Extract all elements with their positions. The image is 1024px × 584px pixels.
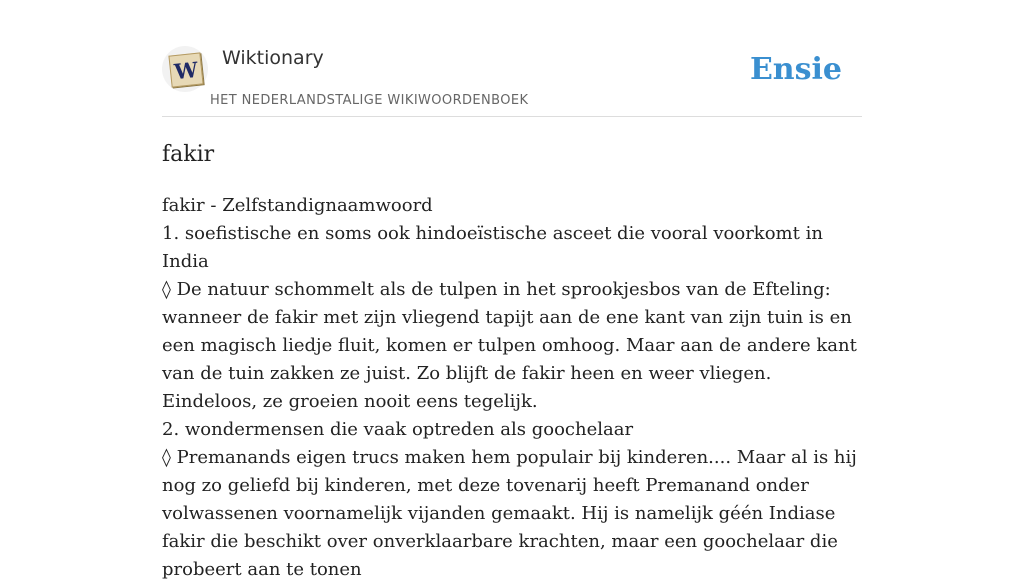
entry-title: fakir bbox=[162, 142, 215, 167]
wiktionary-logo-icon: W bbox=[168, 52, 203, 87]
definition-2: 2. wondermensen die vaak optreden als goochelaar bbox=[162, 419, 634, 440]
example-2: ◊ Premanands eigen trucs maken hem populair bij kinderen.... Maar al is hij nog zo geliefd bij kinderen, met deze tovenarij heeft Premanand onder volwassenen voornamelijk vijanden gemaakt. Hij is namelijk géén Indiase fakir die beschikt over onverklaarbare krachten, maar een goochelaar die probeert aan te tonen bbox=[162, 447, 857, 580]
wiktionary-logo[interactable] bbox=[162, 46, 208, 92]
entry-content bbox=[162, 192, 862, 584]
site-tagline: HET NEDERLANDSTALIGE WIKIWOORDENBOEK bbox=[210, 93, 529, 108]
site-name[interactable]: Wiktionary bbox=[222, 47, 324, 69]
example-1: ◊ De natuur schommelt als de tulpen in het sprookjesbos van de Efteling: wanneer de fakir met zijn vliegend tapijt aan de ene kant van zijn tuin is en een magisch liedje fluit, komen er tulpen omhoog. Maar aan de andere kant van de tuin zakken ze juist. Zo blijft de fakir heen en weer vliegen. Eindeloos, ze groeien nooit eens tegelijk. bbox=[162, 279, 857, 412]
ensie-brand-logo[interactable]: Ensie bbox=[749, 52, 842, 87]
definition-1: 1. soefistische en soms ook hindoeïstische asceet die vooral voorkomt in India bbox=[162, 223, 823, 272]
page-container bbox=[162, 0, 862, 580]
header bbox=[162, 0, 862, 117]
part-of-speech-line: fakir - Zelfstandignaamwoord bbox=[162, 195, 433, 216]
